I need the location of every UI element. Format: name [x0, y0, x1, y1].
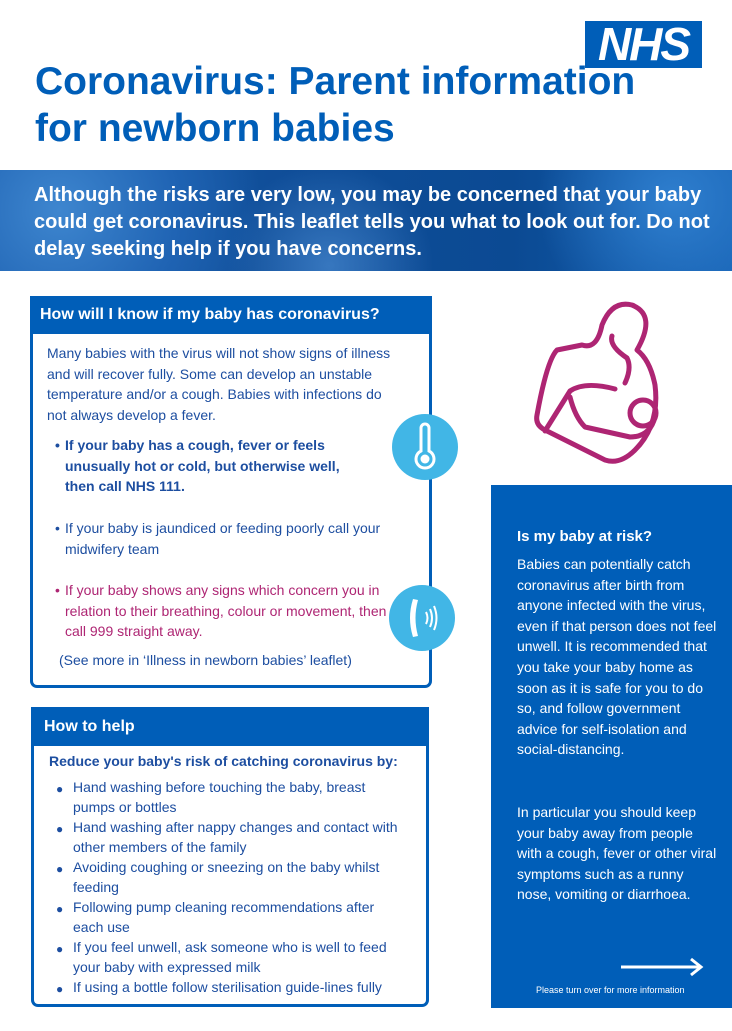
risk-paragraph-1: Babies can potentially catch coronavirus after birth from anyone infected with the virus, even if that person does not feel unwell. It is recommended that you take your baby home as soon as it is safe for you to do so, and follow government advice for self-isolation and social-distancing. — [517, 556, 717, 758]
how-to-help-box — [31, 707, 429, 1007]
signs-box — [30, 296, 432, 688]
arrow-right-icon — [619, 957, 705, 977]
bullet-call-111: • If your baby has a cough, fever or feels unusually hot or cold, but otherwise well, then call NHS 111. — [55, 437, 340, 494]
intro-banner — [0, 170, 732, 271]
help-heading: How to help — [31, 707, 429, 746]
page-title: Coronavirus: Parent information for newborn babies — [35, 60, 636, 150]
list-item: ● If using a bottle follow sterilisation guide-lines fully — [56, 979, 382, 996]
list-item: ● Avoiding coughing or sneezing on the baby whilst feeding — [56, 859, 380, 895]
signs-heading: How will I know if my baby has coronavirus? — [30, 296, 432, 334]
see-more-note: (See more in ‘Illness in newborn babies’ leaflet) — [59, 652, 352, 668]
list-item: ● Hand washing after nappy changes and contact with other members of the family — [56, 819, 398, 855]
help-list — [56, 777, 401, 997]
nhs-logo-text: NHS — [597, 18, 690, 70]
help-lead: Reduce your baby's risk of catching coronavirus by: — [49, 753, 398, 769]
thermometer-icon — [392, 414, 458, 480]
bullet-call-999: • If your baby shows any signs which concern you in relation to their breathing, colour or movement, then call 999 straight away. — [55, 582, 387, 639]
breastfeeding-icon — [530, 300, 670, 465]
risk-heading: Is my baby at risk? — [517, 528, 653, 545]
list-item: ● If you feel unwell, ask someone who is well to feed your baby with expressed milk — [56, 939, 387, 975]
turn-over-note: Please turn over for more information — [536, 985, 685, 995]
phone-icon — [389, 585, 455, 651]
bullet-midwifery: • If your baby is jaundiced or feeding poorly call your midwifery team — [55, 520, 381, 557]
list-item: ● Hand washing before touching the baby, breast pumps or bottles — [56, 779, 366, 815]
list-item: ● Following pump cleaning recommendations after each use — [56, 899, 375, 935]
risk-panel — [491, 485, 732, 1008]
signs-intro: Many babies with the virus will not show signs of illness and will recover fully. Some can develop an unstable temperature and/or a cough. Babies with infections do not always develop a fever. — [47, 345, 391, 423]
risk-paragraph-2: In particular you should keep your baby away from people with a cough, fever or other viral symptoms such as a runny nose, vomiting or diarrhoea. — [517, 804, 717, 903]
banner-text: Although the risks are very low, you may be concerned that your baby could get coronavirus. This leaflet tells you what to look out for. Do not delay seeking help if you have concerns. — [34, 184, 710, 260]
